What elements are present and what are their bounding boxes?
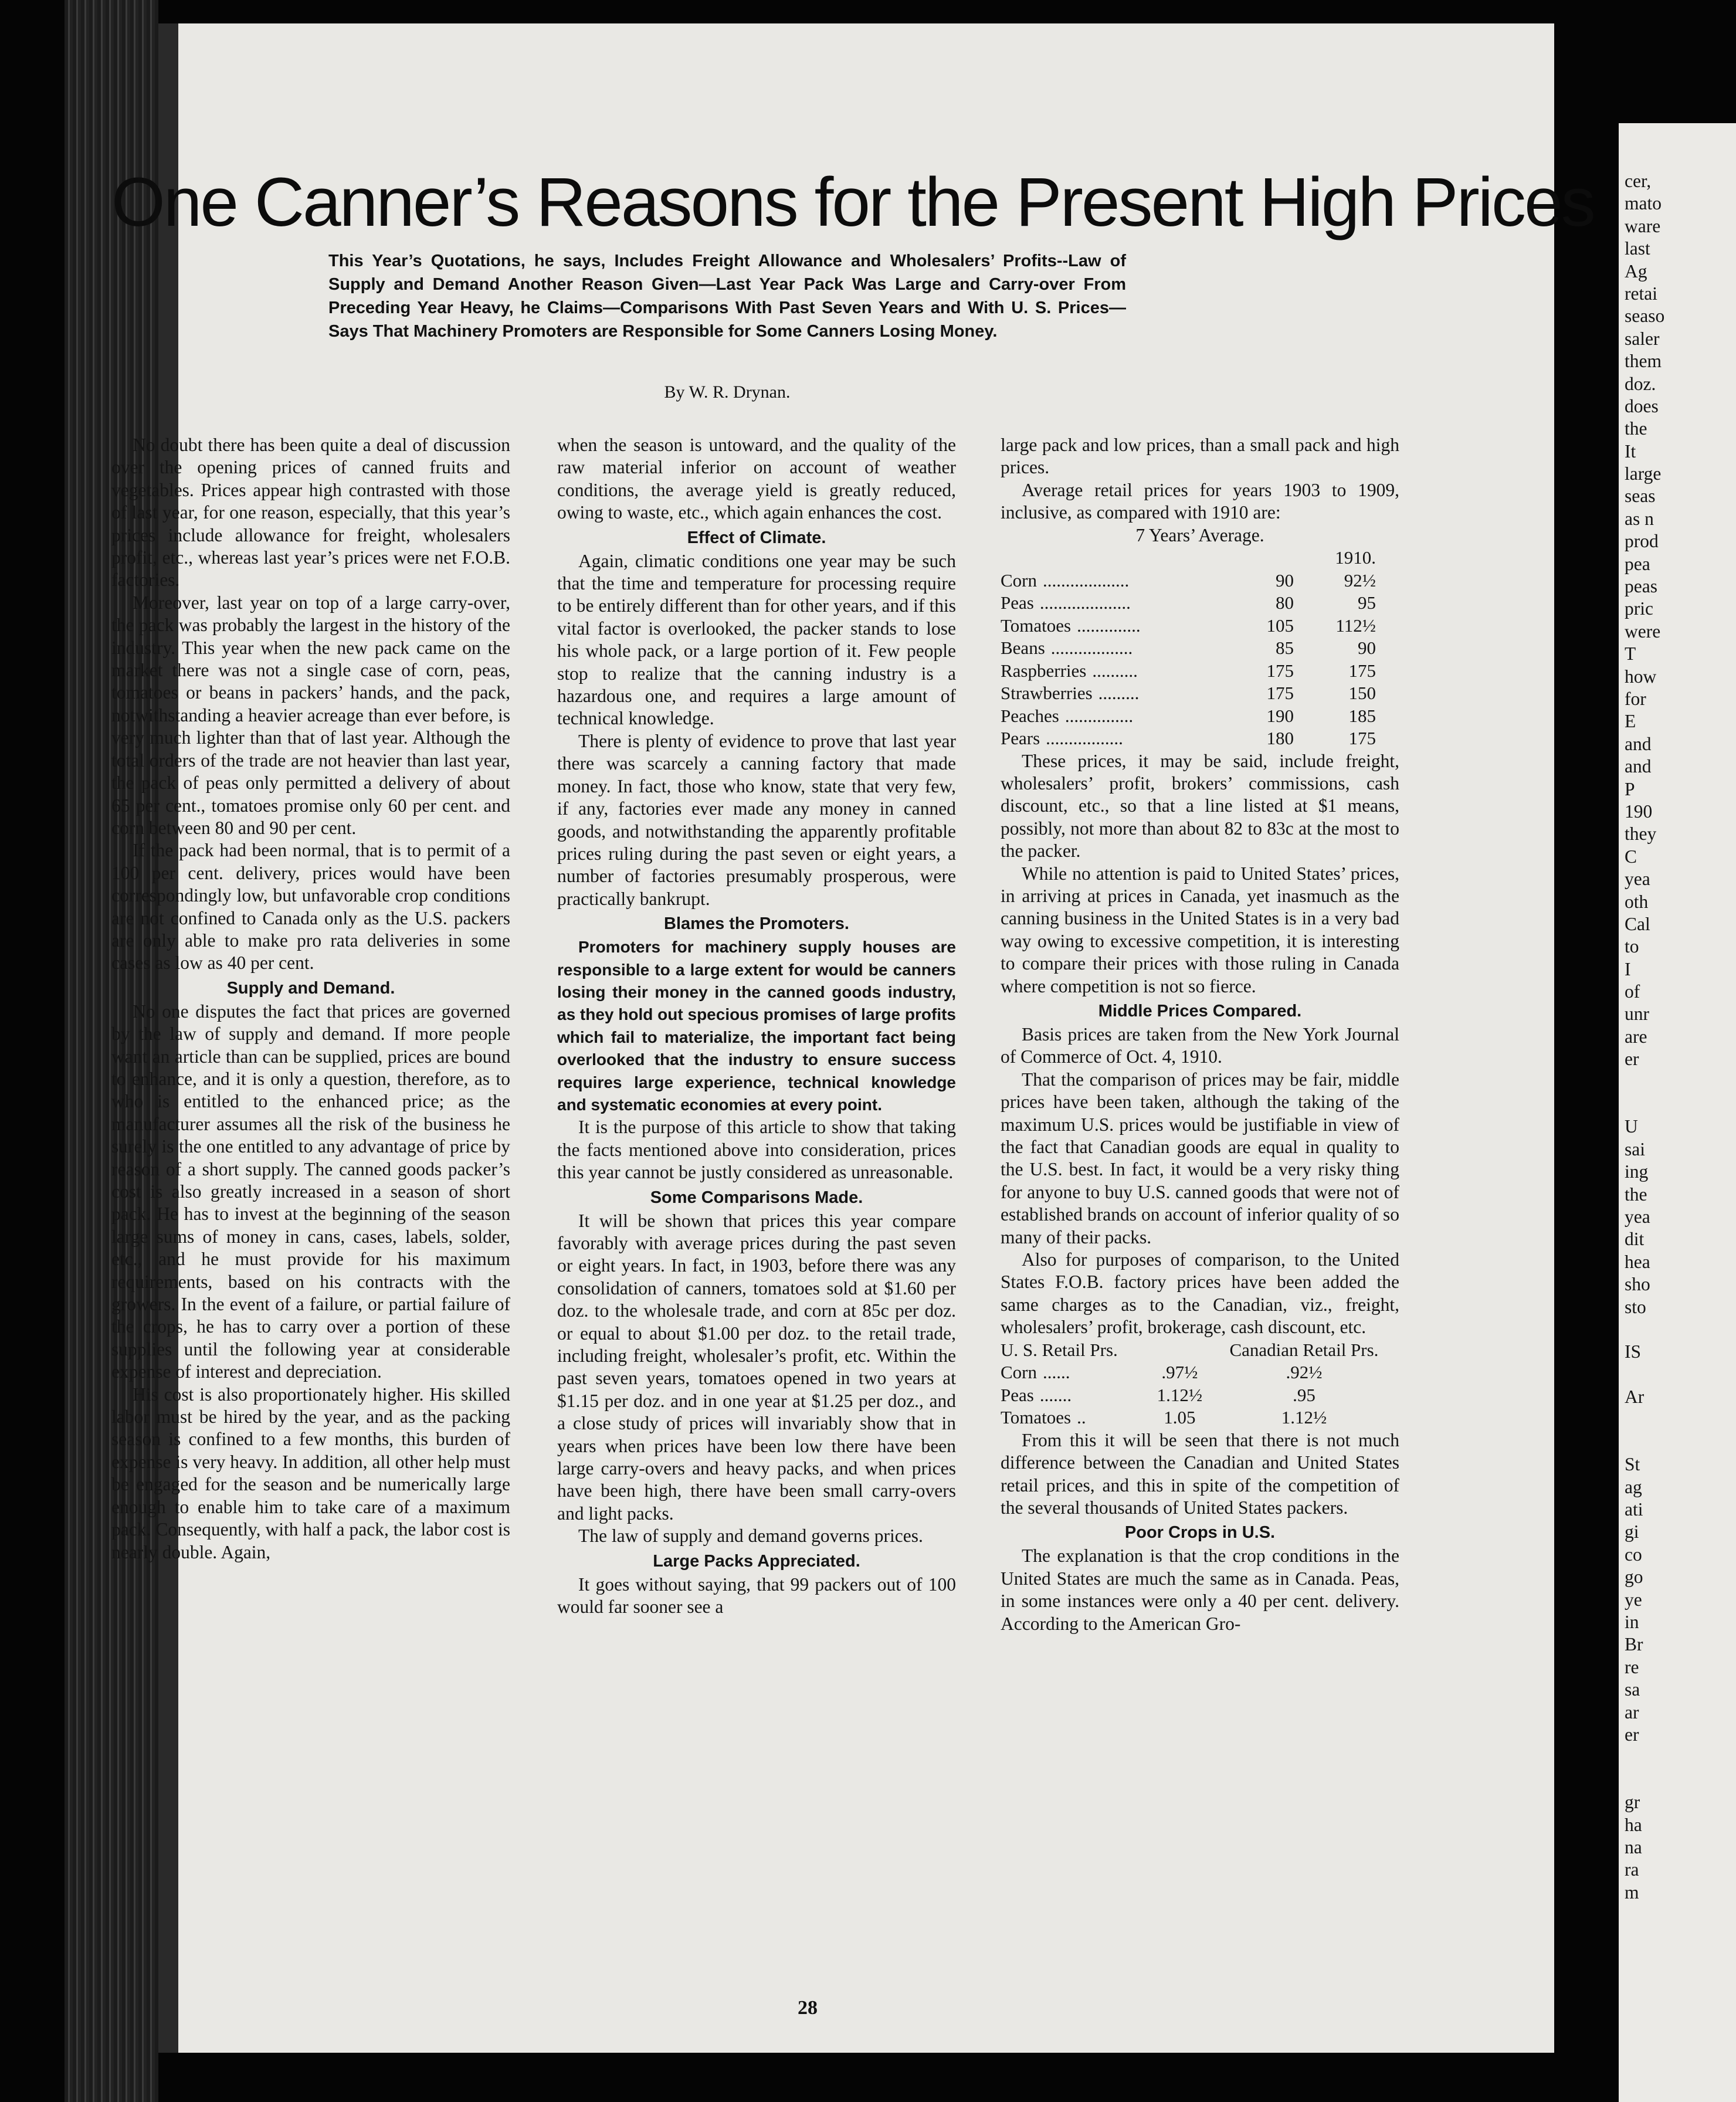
next-page-fragment: [1625, 1071, 1730, 1093]
next-page-fragment: P: [1625, 778, 1635, 799]
price-1910: 185: [1348, 705, 1376, 726]
table-row: [1001, 615, 1376, 638]
us-retail-price: 1.05: [1164, 1407, 1196, 1428]
leader-dots: ...............: [1064, 705, 1134, 726]
paragraph: Promoters for machinery supply houses are responsible to a large extent for would be canners losing their money in the canned goods industry, as they hold out specious promises of large profits which fail to materialize, the important fact being overlooked that the industry to ensure success requires large experience, technical knowledge and systematic economies at every point.: [557, 938, 956, 1114]
next-page-fragment: does: [1625, 395, 1659, 416]
next-page-fragment: for: [1625, 688, 1646, 709]
next-page-fragment: er: [1625, 1049, 1639, 1070]
canadian-retail-price: .95: [1293, 1384, 1315, 1405]
next-page-fragment: hea: [1625, 1251, 1650, 1272]
next-page-fragment: the: [1625, 418, 1647, 439]
next-page-fragment: ha: [1625, 1814, 1642, 1835]
paragraph: There is plenty of evidence to prove that last year there was scarcely a canning factory that made money. In fact, those who know, state that very few, if any, factories ever made any money in canned goods, and notwithstanding the apparently profitable prices ruling during the past seven or eight years, a number of factories presumably prosperous, were practically bankrupt.: [557, 730, 956, 909]
product-name: Corn: [1001, 569, 1037, 591]
paragraph: The explanation is that the crop conditions in the United States are much the same as in Canada. Peas, in some instances were only a 40 per cent. delivery. According to the American Gro-: [1001, 1545, 1399, 1634]
table-row: [1001, 1361, 1399, 1384]
article-subheading: This Year’s Quotations, he says, Includes Freight Allowance and Wholesalers’ Profits--Law of Supply and Demand Another Reason Given—Last Year Pack Was Large and Carry-over From Preceding Year Heavy, he Claims—Comparisons With Past Seven Years and With U. S. Prices—Says That Machinery Promoters are Responsible for Some Canners Losing Money.: [328, 252, 1126, 341]
leader-dots: ..: [1077, 1407, 1086, 1428]
next-page-fragment: sai: [1625, 1138, 1645, 1160]
table-row: [1001, 1406, 1399, 1429]
paragraph: That the comparison of prices may be fair, middle prices have been taken, although the taking of the maximum U.S. prices would be justifiable in view of the fact that Canadian goods are equal in quality to the U.S. best. In fact, it would be a very risky thing for anyone to buy U.S. canned goods that were not of established brands on account of inferior quality of so many of their packs.: [1001, 1069, 1399, 1247]
next-page-fragment: cer,: [1625, 171, 1652, 191]
leader-dots: ..........: [1092, 660, 1138, 681]
paragraph: Again, climatic conditions one year may be such that the time and temperature for processing require to be entirely different than for other years, and if this vital factor is overlooked, the packer stands to lose his whole pack, or a large portion of it. Few people stop to realize that the canning industry is a hazardous one, and requires a large amount of technical knowledge.: [557, 550, 956, 729]
next-page-text-fragments: [1625, 170, 1730, 1904]
seven-year-average: 175: [1266, 660, 1294, 681]
price-1910: 175: [1348, 728, 1376, 749]
leader-dots: .................: [1046, 728, 1123, 749]
next-page-fragment: C: [1625, 846, 1637, 867]
column-header-canadian: Canadian Retail Prs.: [1229, 1339, 1379, 1360]
next-page-fragment: oth: [1625, 891, 1649, 912]
section-heading: Blames the Promoters.: [664, 914, 849, 934]
paragraph: Moreover, last year on top of a large carry-over, the pack was probably the largest in the history of the industry. This year when the new pack came on the market there was not a single case of corn, peas, tomatoes or beans in packers’ hands, and the pack, notwithstanding a heavier acreage than ever before, is very much lighter than that of last year. Although the total orders of the trade are not heavier than last year, the pack of peas only permitted a delivery of about 65 per cent., tomatoes promise only 60 per cent. and corn between 80 and 90 per cent.: [111, 592, 510, 838]
page-number: 28: [798, 1997, 818, 2019]
product-name: Beans: [1001, 638, 1045, 659]
section-heading: Middle Prices Compared.: [1098, 1002, 1302, 1021]
next-page-fragment: mato: [1625, 193, 1662, 214]
price-1910: 95: [1358, 592, 1376, 613]
seven-year-average: 80: [1276, 592, 1294, 613]
paragraph: Average retail prices for years 1903 to 1909, inclusive, as compared with 1910 are:: [1001, 479, 1399, 523]
price-1910: 150: [1348, 683, 1376, 704]
next-page-fragment: Cal: [1625, 913, 1650, 934]
leader-dots: .......: [1039, 1384, 1072, 1405]
product-name: Strawberries: [1001, 683, 1093, 704]
column-3: [1001, 434, 1399, 1635]
paragraph: Basis prices are taken from the New York Journal of Commerce of Oct. 4, 1910.: [1001, 1024, 1399, 1067]
seven-year-average: 90: [1276, 569, 1294, 591]
next-page-fragment: the: [1625, 1184, 1647, 1205]
canadian-retail-price: 1.12½: [1281, 1407, 1327, 1428]
next-page-fragment: St: [1625, 1454, 1640, 1475]
table-row: [1001, 660, 1376, 683]
next-page-fragment: yea: [1625, 869, 1650, 890]
next-page-fragment: gr: [1625, 1792, 1640, 1813]
next-page-fragment: na: [1625, 1836, 1642, 1857]
table-row: [1001, 682, 1376, 705]
section-heading: Large Packs Appreciated.: [653, 1551, 860, 1571]
product-name: Peaches: [1001, 705, 1059, 726]
product-name: Peas: [1001, 1384, 1034, 1405]
next-page-fragment: were: [1625, 621, 1661, 642]
table-row: [1001, 569, 1376, 592]
table-title: 7 Years’ Average.: [1135, 524, 1264, 545]
next-page-fragment: I: [1625, 958, 1631, 979]
next-page-fragment: [1625, 1408, 1730, 1430]
next-page-fragment: gi: [1625, 1521, 1639, 1542]
next-page-fragment: re: [1625, 1656, 1639, 1677]
price-1910: 112½: [1335, 615, 1376, 636]
paragraph: These prices, it may be said, include freight, wholesalers’ profit, brokers’ commissions, cash discount, etc., so that a line listed at $1 means, possibly, not more than about 82 to 83c at the most to the packer.: [1001, 750, 1399, 862]
next-page-fragment: pea: [1625, 553, 1650, 574]
paragraph: No doubt there has been quite a deal of discussion over the opening prices of canned fruits and vegetables. Prices appear high contrasted with those of last year, for one reason, especially, that this year’s prices include allowance for freight, wholesalers profit, etc., whereas last year’s prices were net F.O.B. factories.: [111, 435, 510, 591]
seven-year-average: 190: [1266, 705, 1294, 726]
next-page-fragment: IS: [1625, 1341, 1642, 1362]
product-name: Tomatoes: [1001, 615, 1072, 636]
next-page-fragment: unr: [1625, 1003, 1649, 1025]
next-page-fragment: ra: [1625, 1859, 1639, 1880]
table-row: [1001, 637, 1376, 660]
price-1910: 175: [1348, 660, 1376, 681]
table-row: [1001, 1384, 1399, 1407]
next-page-fragment: and: [1625, 756, 1652, 777]
paragraph: From this it will be seen that there is not much difference between the Canadian and United States retail prices, and this in spite of the competition of the several thousands of United States packers.: [1001, 1429, 1399, 1518]
next-page-fragment: last: [1625, 238, 1650, 259]
next-page-fragment: ing: [1625, 1161, 1649, 1182]
paragraph: No one disputes the fact that prices are governed by the law of supply and demand. If more people want an article than can be supplied, prices are bound to enhance, and it is only a question, therefore, as to who is entitled to the enhanced price; as the manufacturer assumes all the risk of the business he surely is the one entitled to any advantage of price by reason of a short supply. The canned goods packer’s cost is also greatly increased in a season of short pack. He has to invest at the beginning of the season large sums of money in cans, cases, labels, solder, etc., and he must provide for his maximum requirements, based on his contracts with the growers. In the event of a failure, or partial failure of the crops, he has to carry over a portion of these supplies until the following year at considerable expense of interest and depreciation.: [111, 1001, 510, 1382]
seven-year-average-table: [1001, 547, 1376, 750]
section-heading: Effect of Climate.: [687, 528, 826, 547]
section-heading: Poor Crops in U.S.: [1124, 1523, 1276, 1542]
next-page-fragment: It: [1625, 440, 1636, 462]
next-page-fragment: sa: [1625, 1679, 1640, 1700]
leader-dots: .........: [1098, 683, 1140, 704]
paragraph: The law of supply and demand governs prices.: [578, 1525, 923, 1547]
next-page-fragment: co: [1625, 1544, 1642, 1565]
leader-dots: ....................: [1039, 592, 1131, 613]
next-page-fragment: ware: [1625, 215, 1661, 236]
product-name: Corn: [1001, 1362, 1037, 1383]
leader-dots: ..................: [1050, 638, 1133, 659]
section-heading: Some Comparisons Made.: [650, 1188, 863, 1207]
product-name: Tomatoes: [1001, 1407, 1072, 1428]
next-page-fragment: saler: [1625, 328, 1660, 349]
next-page-fragment: 190: [1625, 801, 1653, 822]
seven-year-average: 180: [1266, 728, 1294, 749]
product-name: Pears: [1001, 728, 1040, 749]
next-page-fragment: to: [1625, 936, 1639, 957]
paragraph: While no attention is paid to United States’ prices, in arriving at prices in Canada, yet inasmuch as the canning business in the United States is in a very bad way owing to excessive competition, it is interesting to compare their prices with those ruling in Canada where competition is not so fierce.: [1001, 863, 1399, 996]
next-page-fragment: dit: [1625, 1229, 1645, 1250]
table-row: [1001, 727, 1376, 750]
next-page-fragment: [1625, 1093, 1730, 1116]
next-page-fragment: E: [1625, 711, 1636, 732]
next-page-fragment: yea: [1625, 1206, 1650, 1227]
next-page-fragment: [1625, 1746, 1730, 1768]
paragraph: large pack and low prices, than a small pack and high prices.: [1001, 435, 1399, 478]
product-name: Raspberries: [1001, 660, 1087, 681]
section-heading: Supply and Demand.: [226, 978, 395, 998]
next-page-fragment: peas: [1625, 576, 1657, 597]
next-page-fragment: Ag: [1625, 260, 1647, 282]
column-1: [111, 434, 510, 1564]
article-title: One Canner’s Reasons for the Present High Prices: [111, 164, 1594, 241]
leader-dots: ......: [1043, 1362, 1070, 1383]
next-page-fragment: seas: [1625, 486, 1656, 507]
next-page-fragment: doz.: [1625, 373, 1656, 394]
next-page-fragment: are: [1625, 1026, 1647, 1047]
seven-year-average: 105: [1266, 615, 1294, 636]
us-retail-price: 1.12½: [1157, 1384, 1203, 1405]
table-row: [1001, 592, 1376, 615]
next-page-fragment: sho: [1625, 1274, 1650, 1295]
next-page-fragment: and: [1625, 733, 1652, 754]
column-header-1910: 1910.: [1335, 547, 1376, 568]
next-page-fragment: T: [1625, 643, 1636, 664]
column-2: [557, 434, 956, 1619]
leader-dots: ..............: [1077, 615, 1141, 636]
next-page-fragment: how: [1625, 666, 1657, 687]
next-page-fragment: er: [1625, 1724, 1639, 1745]
canadian-retail-price: .92½: [1286, 1362, 1323, 1383]
next-page-fragment: m: [1625, 1881, 1639, 1903]
next-page-fragment: ye: [1625, 1589, 1642, 1610]
leader-dots: ...................: [1043, 569, 1130, 591]
product-name: Peas: [1001, 592, 1034, 613]
paragraph: It will be shown that prices this year compare favorably with average prices during the past seven or eight years. In fact, in 1903, before there was any consolidation of canners, tomatoes sold at $1.60 per doz. to the wholesale trade, and corn at 85c per doz. or equal to about $1.00 per doz. to the retail trade, including freight, wholesaler’s profit, etc. Within the past seven years, tomatoes opened in two years at $1.15 per doz. and in one year at $1.25 per doz., and a close study of prices will invariably show that in years when prices have been low there have been large carry-overs and heavy packs, and when prices have been high, there have been small carry-overs and light packs.: [557, 1210, 956, 1524]
next-page-fragment: they: [1625, 823, 1657, 845]
us-retail-price: .97½: [1161, 1362, 1198, 1383]
next-page-fragment: [1625, 1431, 1730, 1453]
column-header-us: U. S. Retail Prs.: [1001, 1339, 1118, 1360]
next-page-fragment: pric: [1625, 598, 1653, 619]
next-page-fragment: retai: [1625, 283, 1657, 304]
next-page-fragment: prod: [1625, 531, 1659, 552]
price-1910: 92½: [1344, 569, 1376, 591]
paragraph: If the pack had been normal, that is to permit of a 100 per cent. delivery, prices would have been correspondingly low, but unfavorable crop conditions are not confined to Canada only as the U.S. packers are only able to make pro rata deliveries in some cases as low as 40 per cent.: [111, 840, 510, 974]
next-page-fragment: U: [1625, 1116, 1638, 1137]
seven-year-average: 175: [1266, 683, 1294, 704]
next-page-fragment: ag: [1625, 1476, 1642, 1497]
paragraph: His cost is also proportionately higher. His skilled labor must be hired by the year, and as the packing season is confined to a few months, this burden of expense is very heavy. In addition, all other help must be engaged for the season and be numerically large enough to enable him to take care of a maximum pack. Consequently, with half a pack, the labor cost is nearly double. Again,: [111, 1384, 510, 1562]
price-1910: 90: [1358, 638, 1376, 659]
next-page-fragment: ar: [1625, 1701, 1639, 1723]
seven-year-average: 85: [1276, 638, 1294, 659]
next-page-fragment: seaso: [1625, 306, 1665, 327]
paragraph: It goes without saying, that 99 packers out of 100 would far sooner see a: [557, 1574, 956, 1618]
paragraph: when the season is untoward, and the quality of the raw material inferior on account of weather conditions, the average yield is greatly reduced, owing to waste, etc., which again enhances the cost.: [557, 435, 956, 523]
table-row: [1001, 705, 1376, 728]
next-page-fragment: go: [1625, 1567, 1643, 1588]
next-page-fragment: as n: [1625, 508, 1654, 529]
next-page-fragment: large: [1625, 463, 1662, 484]
next-page-fragment: [1625, 1769, 1730, 1791]
next-page-fragment: sto: [1625, 1296, 1646, 1317]
next-page-fragment: [1625, 1364, 1730, 1386]
next-page-fragment: Br: [1625, 1634, 1643, 1655]
us-canadian-price-table: [1001, 1339, 1399, 1429]
next-page-fragment: ati: [1625, 1499, 1643, 1520]
next-page-fragment: in: [1625, 1612, 1639, 1632]
paragraph: It is the purpose of this article to show that taking the facts mentioned above into consideration, prices this year cannot be justly considered as unreasonable.: [557, 1117, 956, 1183]
byline: By W. R. Drynan.: [664, 382, 791, 402]
next-page-fragment: Ar: [1625, 1386, 1645, 1408]
paragraph: Also for purposes of comparison, to the United States F.O.B. factory prices have been added the same charges as to the Canadian, viz., freight, wholesalers’ profit, brokerage, cash discount, etc.: [1001, 1249, 1399, 1338]
next-page-fragment: [1625, 1318, 1730, 1341]
next-page-fragment: of: [1625, 981, 1640, 1002]
next-page-fragment: them: [1625, 351, 1662, 372]
